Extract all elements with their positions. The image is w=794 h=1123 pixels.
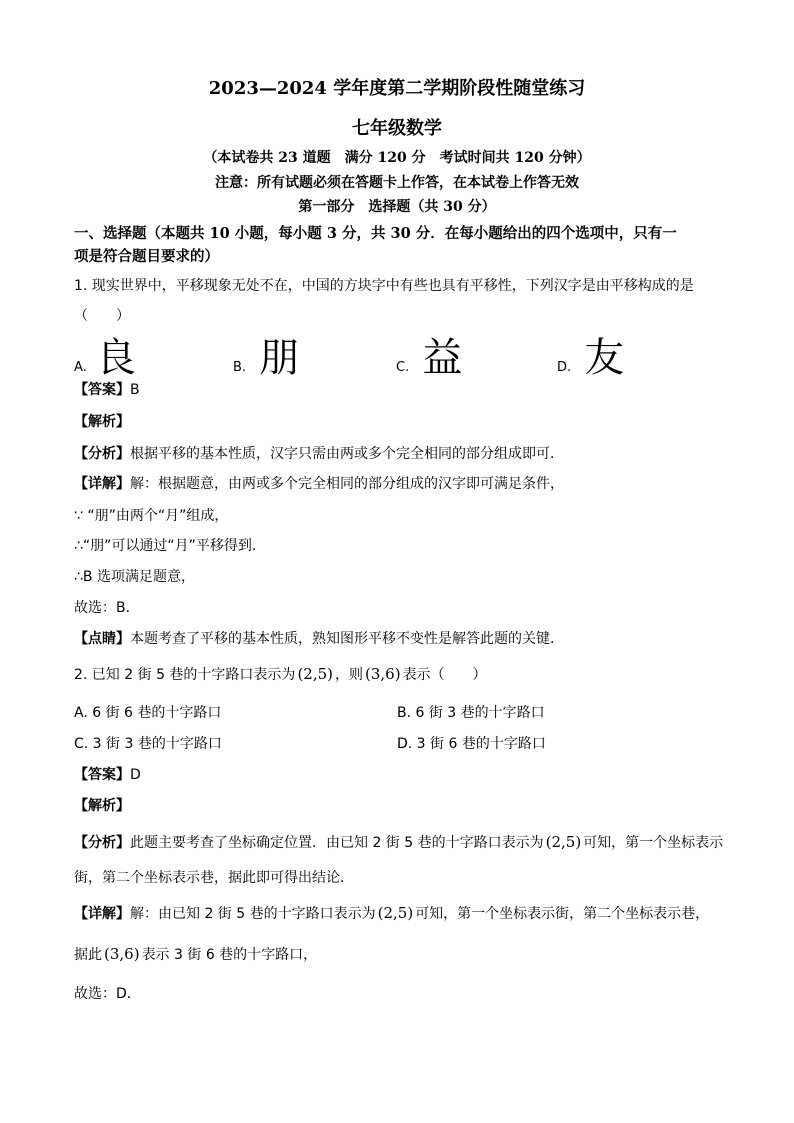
option-char: 益 [422, 335, 463, 381]
answer-value: D [130, 767, 141, 783]
exam-title: 2023—2024 学年度第二学期阶段性随堂练习 [208, 78, 586, 99]
stem-part: ，则 [335, 667, 363, 683]
q1-fenxi [74, 443, 564, 463]
coord-expression: (2,5) [377, 904, 414, 922]
option-letter: D. [557, 360, 572, 375]
q2-option-c: C. 3 街 3 巷的十字路口 [74, 736, 222, 752]
exam-info: （本试卷共 23 道题 满分 120 分 考试时间共 120 分钟） [203, 150, 591, 166]
q1-choose: 故选：B． [74, 600, 140, 616]
q1-option-d [557, 326, 624, 383]
fenxi-tag: 【分析】 [74, 835, 130, 851]
q2-xiangjie-line2 [74, 944, 317, 964]
q2-fenxi [74, 832, 723, 852]
dianjing-text: 本题考查了平移的基本性质，熟知图形平移不变性是解答此题的关键． [130, 631, 564, 647]
q1-xiangjie [74, 473, 564, 493]
q1-option-a [74, 326, 136, 383]
coord-expression: (3,6) [365, 665, 401, 683]
xiangjie-text: 据此 [74, 947, 102, 963]
xiangjie-text: 解：根据题意，由两或多个完全相同的部分组成的汉字即可满足条件， [130, 476, 564, 492]
coord-expression: (2,5) [545, 833, 582, 851]
answer-tag: 【答案】 [74, 382, 130, 398]
q2-stem [74, 664, 487, 684]
q2-fenxi-line2: 街，第二个坐标表示巷，据此即可得出结论． [74, 870, 354, 886]
section-heading-line2: 项是符合题目要求的） [74, 248, 219, 265]
dianjing-tag: 【点睛】 [74, 631, 130, 647]
q2-analysis-tag: 【解析】 [74, 798, 130, 814]
stem-part: 2. 已知 2 街 5 巷的十字路口表示为 [74, 667, 296, 683]
q2-option-a: A. 6 街 6 巷的十字路口 [74, 705, 222, 721]
option-letter: C. [396, 360, 410, 375]
coord-expression: (2,5) [297, 665, 333, 683]
answer-tag: 【答案】 [74, 767, 130, 783]
q1-option-b [233, 326, 299, 383]
q1-option-c [396, 326, 462, 383]
q1-stem: 1. 现实世界中，平移现象无处不在，中国的方块字中有些也具有平移性，下列汉字是由平移构成的是 [74, 278, 694, 294]
q2-xiangjie [74, 903, 709, 923]
q2-choose: 故选：D． [74, 986, 141, 1002]
xiangjie-text: 可知，第一个坐标表示街，第二个坐标表示巷， [415, 906, 710, 922]
stem-part: 表示（ ） [402, 667, 487, 683]
q1-answer [74, 379, 140, 399]
q1-paren: （ ） [74, 308, 130, 324]
fenxi-text: 可知，第一个坐标表示 [583, 835, 724, 851]
q1-analysis-tag: 【解析】 [74, 414, 130, 430]
section-heading-line1: 一、选择题（本题共 10 小题，每小题 3 分，共 30 分．在每小题给出的四个选项中，只有一 [74, 225, 677, 242]
q1-step1: ∵ “朋”由两个“月”组成， [74, 508, 229, 524]
fenxi-text: 根据平移的基本性质，汉字只需由两或多个完全相同的部分组成即可． [130, 446, 564, 462]
xiangjie-text: 表示 3 街 6 巷的十字路口， [141, 947, 318, 963]
exam-notice: 注意：所有试题必须在答题卡上作答，在本试卷上作答无效 [215, 175, 579, 191]
q2-option-b: B. 6 街 3 巷的十字路口 [397, 705, 545, 721]
exam-subtitle: 七年级数学 [352, 118, 442, 139]
xiangjie-tag: 【详解】 [74, 906, 130, 922]
q1-step2: ∴“朋”可以通过“月”平移得到. [74, 538, 257, 554]
xiangjie-tag: 【详解】 [74, 476, 130, 492]
option-letter: A. [74, 360, 87, 375]
xiangjie-text: 解：由已知 2 街 5 巷的十字路口表示为 [130, 906, 376, 922]
q2-option-d: D. 3 街 6 巷的十字路口 [397, 736, 546, 752]
q1-step3: ∴B 选项满足题意， [74, 569, 195, 585]
q1-dianjing [74, 628, 564, 648]
coord-expression: (3,6) [104, 945, 140, 963]
option-char: 朋 [259, 335, 300, 381]
fenxi-tag: 【分析】 [74, 446, 130, 462]
part-heading: 第一部分 选择题（共 30 分） [298, 199, 496, 215]
option-letter: B. [233, 360, 247, 375]
option-char: 良 [95, 335, 136, 381]
option-char: 友 [584, 335, 625, 381]
answer-value: B [130, 382, 140, 398]
fenxi-text: 此题主要考查了坐标确定位置．由已知 2 街 5 巷的十字路口表示为 [130, 835, 544, 851]
q2-answer [74, 764, 141, 784]
